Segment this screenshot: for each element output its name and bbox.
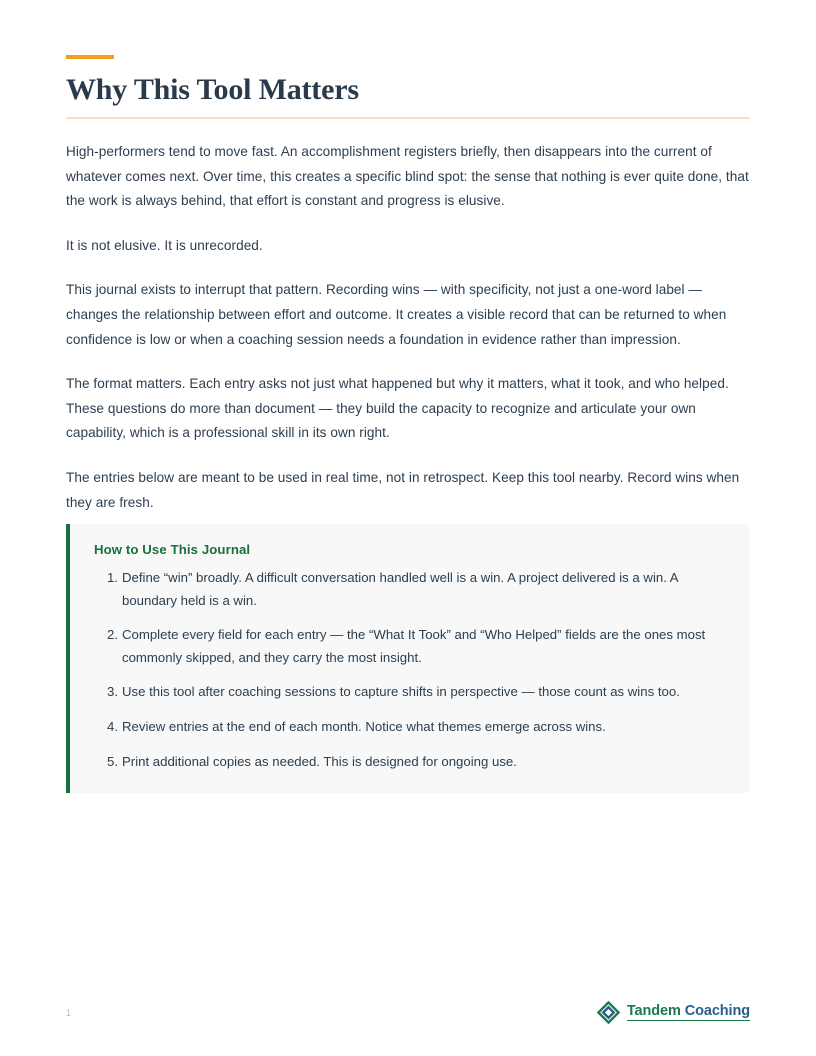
how-to-use-callout [66, 524, 750, 793]
body-text-block [66, 140, 750, 535]
list-item: Use this tool after coaching sessions to capture shifts in perspective — those count as wins too. [122, 684, 680, 700]
tandem-diamond-logo-icon [597, 1001, 620, 1024]
body-paragraph: It is not elusive. It is unrecorded. [66, 237, 263, 253]
body-paragraph: The format matters. Each entry asks not just what happened but why it matters, what it took, and who helped. These questions do more than document — they build the capacity to recognize and articulate your own capability, which is a professional skill in its own right. [66, 376, 729, 441]
callout-heading: How to Use This Journal [94, 542, 251, 557]
list-item: Print additional copies as needed. This is designed for ongoing use. [122, 753, 517, 769]
page-title: Why This Tool Matters [66, 73, 359, 106]
body-paragraph: High-performers tend to move fast. An accomplishment registers briefly, then disappears into the current of whatever comes next. Over time, this creates a specific blind spot: the sense that nothing is ever quite done, that the work is always behind, that effort is constant and progress is elusive. [66, 144, 749, 209]
list-item: Review entries at the end of each month. Notice what themes emerge across wins. [122, 718, 606, 734]
body-paragraph: This journal exists to interrupt that pattern. Recording wins — with specificity, not just a one-word label — changes the relationship between effort and outcome. It creates a visible record that can be returned to when confidence is low or when a coaching session needs a foundation in evidence rather than impression. [66, 282, 727, 347]
logo-word-coaching: Coaching [684, 1002, 750, 1019]
logo-wordmark [627, 1004, 750, 1022]
list-item: Define “win” broadly. A difficult conversation handled well is a win. A project delivered is a win. A boundary held is a win. [122, 570, 678, 608]
list-item: Complete every field for each entry — the “What It Took” and “Who Helped” fields are the ones most commonly skipped, and they carry the most insight. [122, 627, 706, 665]
logo-word-tandem: Tandem [626, 1002, 681, 1019]
callout-list [94, 567, 728, 773]
title-divider-rule [66, 117, 750, 119]
footer-logo [597, 1001, 750, 1024]
body-paragraph: The entries below are meant to be used in real time, not in retrospect. Keep this tool nearby. Record wins when they are fresh. [66, 469, 740, 510]
page-number: 1 [66, 1008, 72, 1018]
title-accent-bar [66, 55, 114, 59]
